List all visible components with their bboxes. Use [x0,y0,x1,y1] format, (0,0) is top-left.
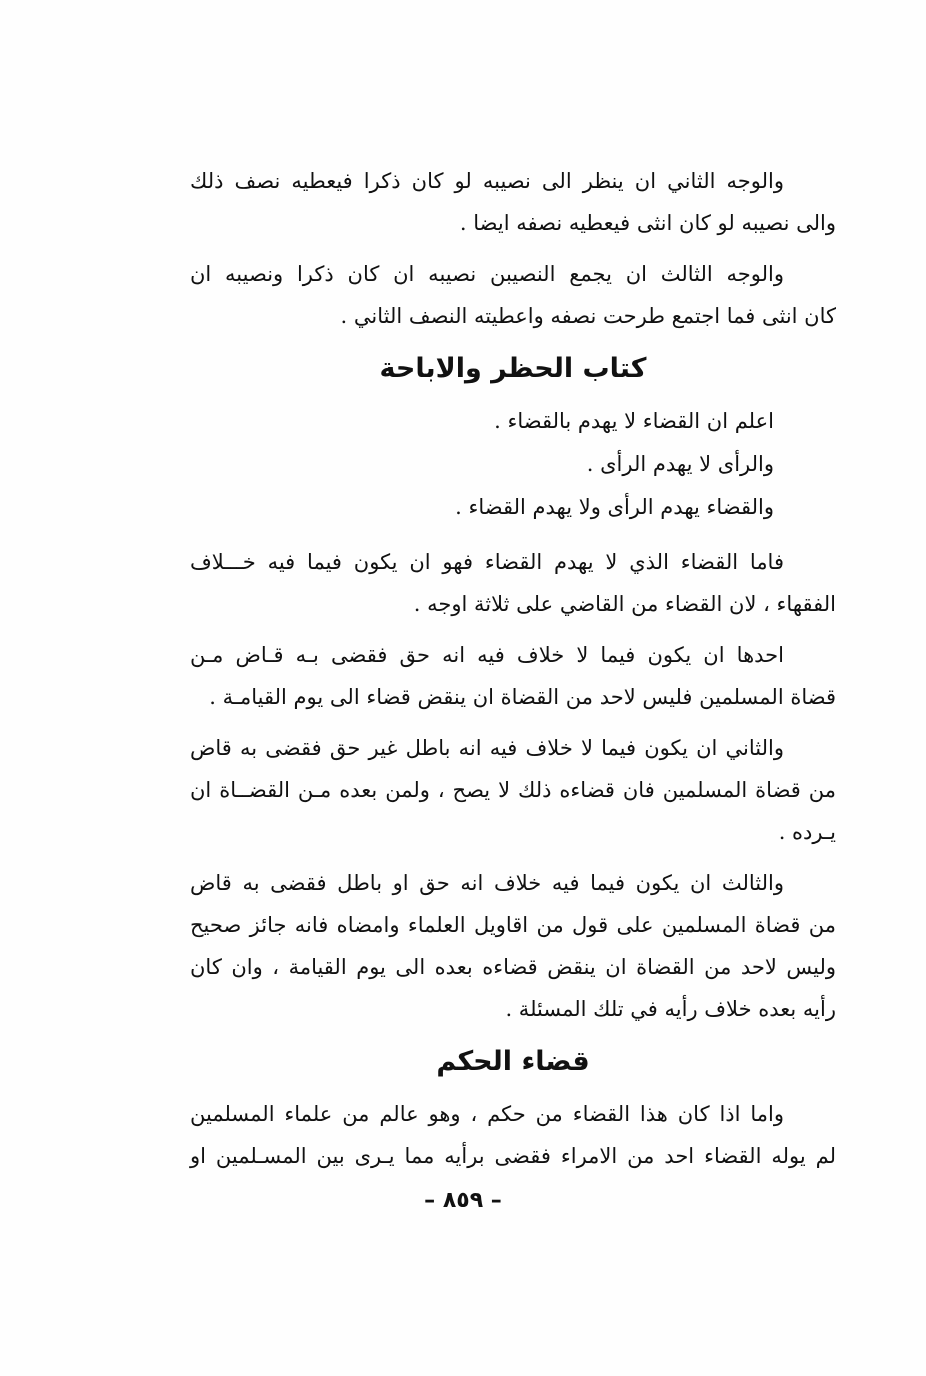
paragraph-jurists-disagreement [190,541,836,625]
text-line: والوجه الثاني ان ينظر الى نصيبه لو كان ذكرا فيعطيه نصف ذلك [190,169,784,193]
text-line: فاما القضاء الذي لا يهدم القضاء فهو ان يكون فيما فيه خـــلاف [190,550,784,574]
paragraph-second-method [190,160,836,244]
text-line: والوجه الثالث ان يجمع النصيبن نصيبه ان كان ذكرا ونصيبه ان [190,262,784,286]
text-line: احدها ان يكون فيما لا خلاف فيه انه حق فقضى بـه قـاض مـن [190,643,784,667]
text-line: قضاة المسلمين فليس لاحد من القضاة ان ينقض قضاء الى يوم القيامـة . [209,685,836,709]
chapter-heading: كتاب الحظر والاباحة [379,353,647,384]
text-line: رأيه بعده خلاف رأيه في تلك المسئلة . [505,997,836,1021]
text-line: والثاني ان يكون فيما لا خلاف فيه انه باطل غير حق فقضى به قاض [190,736,784,760]
paragraph-second-case [190,727,836,853]
paragraph-third-method [190,253,836,337]
text-line: يـرده . [778,820,836,844]
text-line: والى نصيبه لو كان انثى فيعطيه نصفه ايضا . [459,211,836,235]
page-number: – ٨٥٩ – [424,1188,502,1213]
principles-list [190,400,836,529]
text-line: وليس لاحد من القضاة ان ينقض قضاءه بعده الى يوم القيامة ، وان كان [190,955,836,979]
text-line: من قضاة المسلمين على قول من اقاويل العلماء وامضاه فانه جائز صحيح [190,913,836,937]
section-heading: قضاء الحكم [436,1046,590,1077]
paragraph-first-case [190,634,836,718]
text-line: والثالث ان يكون فيما فيه خلاف انه حق او باطل فقضى به قاض [190,871,784,895]
text-line: الفقهاء ، لان القضاء من القاضي على ثلاثة اوجه . [413,592,836,616]
principle-line: اعلم ان القضاء لا يهدم بالقضاء . [494,409,774,433]
text-line: من قضاة المسلمين فان قضاءه ذلك لا يصح ، ولمن بعده مـن القضــاة ان [190,778,836,802]
page-text-body [190,160,836,1186]
text-line: لم يوله القضاء احد من الامراء فقضى برأيه مما يـرى بين المسـلمين او [190,1144,836,1168]
paragraph-third-case [190,862,836,1030]
text-line: كان انثى فما اجتمع طرحت نصفه واعطيته النصف الثاني . [340,304,836,328]
text-line: واما اذا كان هذا القضاء من حكم ، وهو عالم من علماء المسلمين [190,1102,784,1126]
principle-line: والقضاء يهدم الرأى ولا يهدم القضاء . [455,495,774,519]
principle-line: والرأى لا يهدم الرأى . [586,452,774,476]
paragraph-arbitrator-judgment [190,1093,836,1177]
